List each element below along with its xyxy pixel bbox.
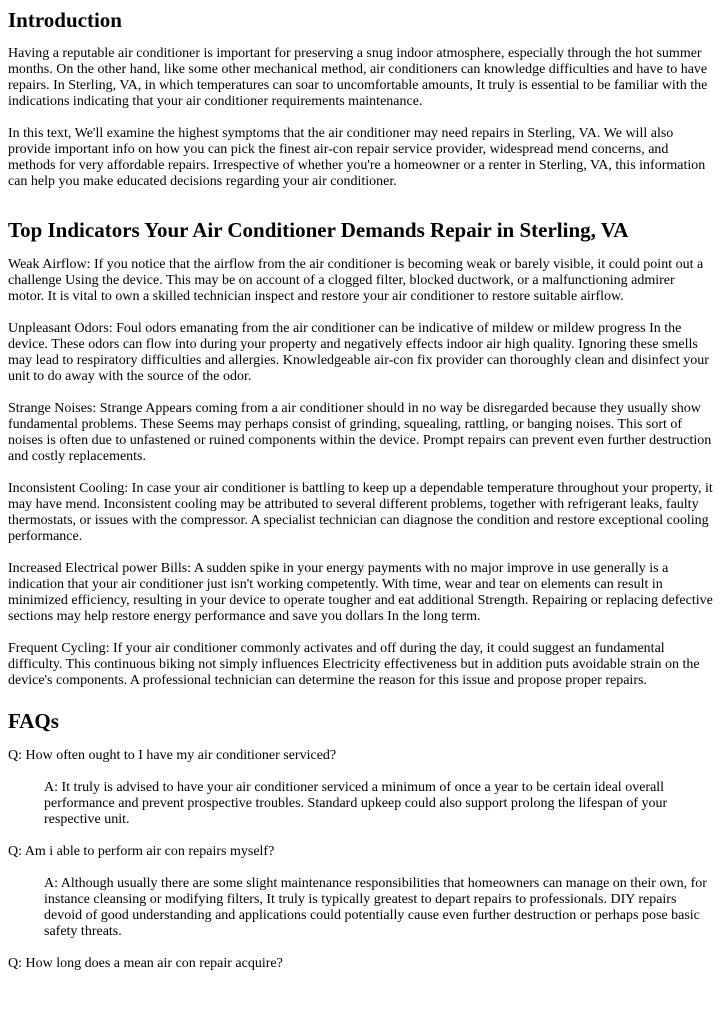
section-heading-faqs: FAQs	[8, 709, 59, 733]
paragraph-unpleasant-odors: Unpleasant Odors: Foul odors emanating from the air conditioner can be indicative of mildew or mildew progress In the device. These odors can flow into during your property and negatively effects indoor air high quality. Ignoring these smells may lead to respiratory difficulties and allergies. Knowledgeable air-con fix provider can thoroughly clean and disinfect your unit to do away with the source of the odor.	[8, 321, 709, 384]
paragraph-increased-bills: Increased Electrical power Bills: A sudden spike in your energy payments with no major improve in use generally is a indication that your air conditioner just isn't working competently. With time, wear and tear on elements can result in minimized efficiency, resulting in your device to operate tougher and eat additional Strength. Repairing or replacing defective sections may help restore energy performance and save you dollars In the long term.	[8, 561, 713, 624]
section-heading-introduction: Introduction	[8, 8, 122, 32]
faq-answer: A: Although usually there are some slight maintenance responsibilities that homeowners can manage on their own, for instance cleansing or modifying filters, It truly is typically greatest to depart repairs to professionals. DIY repairs devoid of good understanding and applications could potentially cause even further destruction or perhaps pose basic safety threats.	[44, 876, 707, 939]
paragraph-strange-noises: Strange Noises: Strange Appears coming from a air conditioner should in no way be disregarded because they usually show fundamental problems. These Seems may perhaps consist of grinding, squealing, rattling, or banging noises. This sort of noises is often due to unfastened or ruined components within the device. Prompt repairs can prevent even further destruction and costly replacements.	[8, 401, 712, 464]
section-heading-top-indicators: Top Indicators Your Air Conditioner Demands Repair in Sterling, VA	[8, 218, 629, 242]
paragraph: Having a reputable air conditioner is important for preserving a snug indoor atmosphere, especially through the hot summer months. On the other hand, like some other mechanical method, air conditioners can knowledge difficulties and have to have repairs. In Sterling, VA, in which temperatures can soar to uncomfortable amounts, It truly is essential to be familiar with the indications indicating that your air conditioner requirements maintenance.	[8, 46, 708, 109]
document-page	[0, 8, 720, 972]
paragraph: In this text, We'll examine the highest symptoms that the air conditioner may need repairs in Sterling, VA. We will also provide important info on how you can pick the finest air-con repair service provider, widespread mend concerns, and methods for very affordable repairs. Irrespective of whether you're a homeowner or a renter in Sterling, VA, this information can help you make educated decisions regarding your air conditioner.	[8, 126, 706, 189]
faq-question: Q: How long does a mean air con repair acquire?	[8, 956, 283, 971]
paragraph-weak-airflow: Weak Airflow: If you notice that the airflow from the air conditioner is becoming weak or barely visible, it could point out a challenge Using the device. This may be on account of a clogged filter, blocked ductwork, or a malfunctioning admirer motor. It is vital to own a skilled technician inspect and restore your air conditioner to restore suitable airflow.	[8, 257, 704, 304]
paragraph-inconsistent-cooling: Inconsistent Cooling: In case your air conditioner is battling to keep up a dependable temperature throughout your property, it may have mend. Inconsistent cooling may be attributed to several different problems, together with refrigerant leaks, faulty thermostats, or issues with the compressor. A specialist technician can diagnose the condition and restore exceptional cooling performance.	[8, 481, 713, 544]
faq-question: Q: Am i able to perform air con repairs myself?	[8, 844, 275, 859]
paragraph-frequent-cycling: Frequent Cycling: If your air conditioner commonly activates and off during the day, it could suggest an fundamental difficulty. This continuous biking not simply influences Electricity effectiveness but in addition puts avoidable strain on the device's components. A professional technician can determine the reason for this issue and propose proper repairs.	[8, 641, 700, 688]
faq-answer: A: It truly is advised to have your air conditioner serviced a minimum of once a year to be certain ideal overall performance and prevent prospective troubles. Standard upkeep could also support prolong the lifespan of your respective unit.	[44, 780, 668, 827]
faq-question: Q: How often ought to I have my air conditioner serviced?	[8, 748, 337, 763]
